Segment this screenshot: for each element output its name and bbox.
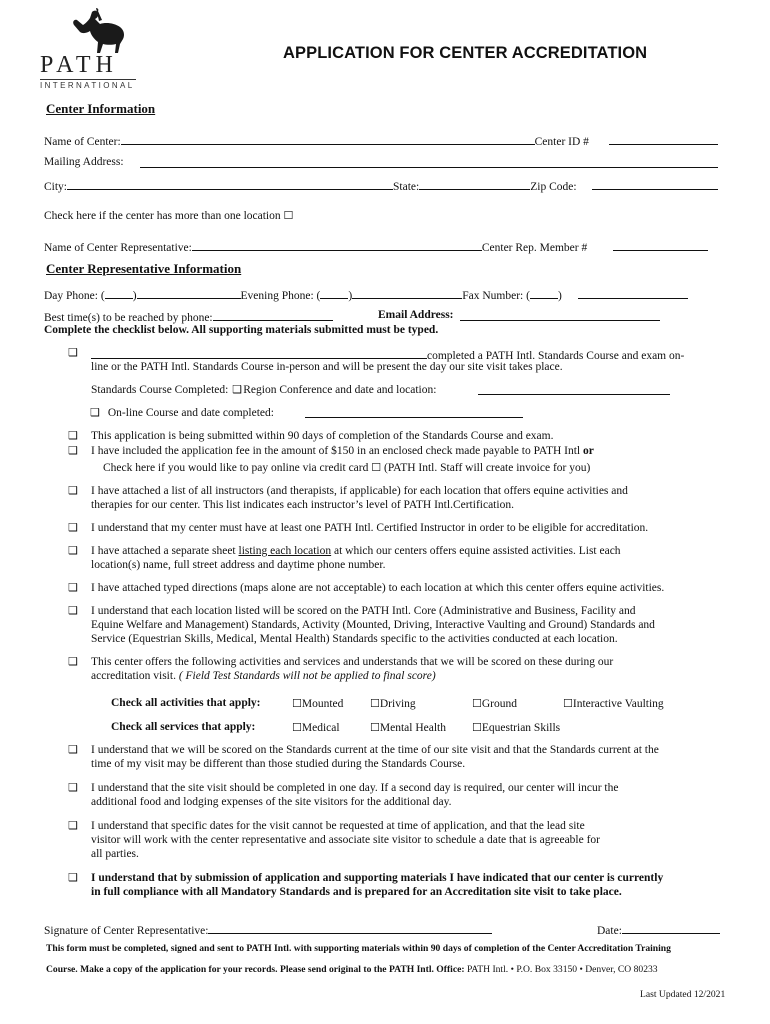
city-field[interactable] xyxy=(67,178,393,190)
location-sheet-text-a: I have attached a separate sheet xyxy=(91,545,236,557)
medical-label: Medical xyxy=(301,722,340,734)
rep-name-label: Name of Center Representative: xyxy=(44,242,192,254)
checkbox-standards-course[interactable]: ❑ xyxy=(68,346,78,359)
visit-dates-line1: I understand that specific dates for the visit cannot be requested at time of application, and that the lead site xyxy=(91,820,585,832)
last-updated: Last Updated 12/2021 xyxy=(640,989,726,1000)
day-phone-label: Day Phone: ( xyxy=(44,290,105,302)
checkbox-location-sheet[interactable]: ❑ xyxy=(68,544,78,557)
service-equestrian[interactable] xyxy=(472,721,560,734)
instructor-list-line1: I have attached a list of all instructors (and therapists, if applicable) for each location that offers equine activities and xyxy=(91,485,628,497)
activity-vaulting[interactable] xyxy=(563,697,664,710)
mailing-address-label: Mailing Address: xyxy=(44,156,124,168)
standards-current-line1: I understand that we will be scored on the Standards current at the time of our site visit and that the Standards current at the xyxy=(91,744,659,756)
location-sheet-text-b: at which our centers offers equine assisted activities. List each xyxy=(334,545,621,557)
zip-label: Zip Code: xyxy=(530,181,577,193)
standards-current-line2: time of my visit may be different than those studied during the Standards Course. xyxy=(91,758,466,770)
fax-area-field[interactable] xyxy=(530,287,558,299)
activities-services-text: accreditation visit. xyxy=(91,670,176,682)
email-label: Email Address: xyxy=(378,309,454,321)
city-label: City: xyxy=(44,181,68,193)
fax-paren: ) xyxy=(557,290,562,302)
instructor-list-line2: therapies for our center. This list indicates each instructor’s level of PATH Intl.Certification. xyxy=(91,499,514,511)
activities-services-line1: This center offers the following activities and services and understands that we will be scored on these during our xyxy=(91,656,614,668)
signature-label: Signature of Center Representative: xyxy=(44,925,209,937)
vaulting-checkbox[interactable]: ☐ xyxy=(563,697,573,710)
services-label: Check all services that apply: xyxy=(111,721,256,733)
best-time-label: Best time(s) to be reached by phone: xyxy=(44,312,213,324)
city-state-zip-row xyxy=(44,178,577,193)
footer-line2 xyxy=(46,964,658,975)
course-completed-row xyxy=(91,383,436,396)
scored-standards-line2: Equine Welfare and Management) Standards, Activity (Mounted, Driving, Interactive Vaulting and Ground) Standards and xyxy=(91,619,655,631)
compliance-line1: I understand that by submission of application and supporting materials I have indicated that our center is currently xyxy=(91,872,664,884)
field-test-note: ( Field Test Standards will not be applied to final score) xyxy=(178,670,436,682)
driving-label: Driving xyxy=(379,698,416,710)
region-conference-field[interactable] xyxy=(478,383,670,395)
checkbox-compliance[interactable]: ❑ xyxy=(68,871,78,884)
driving-checkbox[interactable]: ☐ xyxy=(370,697,380,710)
checkbox-one-day-visit[interactable]: ❑ xyxy=(68,781,78,794)
email-field[interactable] xyxy=(460,309,660,321)
checkbox-fee-included[interactable]: ❑ xyxy=(68,444,78,457)
activity-driving[interactable] xyxy=(370,697,416,710)
standards-course-line2: line or the PATH Intl. Standards Course in-person and will be present the day our site visit takes place. xyxy=(91,361,563,373)
rep-member-label: Center Rep. Member # xyxy=(481,242,588,254)
path-logo xyxy=(40,8,150,90)
mounted-checkbox[interactable]: ☐ xyxy=(292,697,302,710)
zip-field[interactable] xyxy=(592,178,718,190)
center-name-field[interactable] xyxy=(121,133,535,145)
mental-health-label: Mental Health xyxy=(379,722,446,734)
evening-phone-area-field[interactable] xyxy=(320,287,348,299)
evening-phone-label: Evening Phone: ( xyxy=(240,290,321,302)
online-course-field[interactable] xyxy=(305,406,523,418)
standards-course-text: completed a PATH Intl. Standards Course and exam on- xyxy=(427,350,685,362)
pay-online-note: (PATH Intl. Staff will create invoice for you) xyxy=(384,462,591,474)
one-day-visit-line1: I understand that the site visit should be completed in one day. If a second day is required, our center will incur the xyxy=(91,782,619,794)
scored-standards-line1: I understand that each location listed will be scored on the PATH Intl. Core (Administrative and Business, Facility and xyxy=(91,605,636,617)
checkbox-within-90-days[interactable]: ❑ xyxy=(68,429,78,442)
rep-name-row xyxy=(44,239,587,254)
state-field[interactable] xyxy=(419,178,530,190)
date-field[interactable] xyxy=(622,922,720,934)
day-phone-field[interactable] xyxy=(137,287,241,299)
center-name-label: Name of Center: xyxy=(44,136,121,148)
fee-included-text: I have included the application fee in the amount of $150 in an enclosed check made payable to PATH Intl xyxy=(91,445,581,457)
course-completed-label: Standards Course Completed: xyxy=(91,384,229,396)
center-name-row xyxy=(44,133,589,148)
location-sheet-underlined: listing each location xyxy=(238,545,332,557)
checkbox-typed-directions[interactable]: ❑ xyxy=(68,581,78,594)
equestrian-label: Equestrian Skills xyxy=(481,722,561,734)
multi-location-checkbox[interactable]: ☐ xyxy=(283,209,294,222)
footer-instructions: Course. Make a copy of the application for your records. Please send original to the PATH Intl. Office: xyxy=(46,964,465,975)
logo-rule xyxy=(40,79,136,80)
horse-rider-icon xyxy=(62,8,132,54)
mounted-label: Mounted xyxy=(301,698,344,710)
multi-location-label: Check here if the center has more than one location xyxy=(44,210,281,222)
checklist-instructions: Complete the checklist below. All supporting materials submitted must be typed. xyxy=(44,324,439,336)
footer-address: PATH Intl. • P.O. Box 33150 • Denver, CO 80233 xyxy=(466,964,658,975)
signature-field[interactable] xyxy=(208,922,492,934)
evening-phone-field[interactable] xyxy=(352,287,462,299)
best-time-row xyxy=(44,309,333,324)
online-course-label: On-line Course and date completed: xyxy=(107,407,274,419)
checkbox-online-course[interactable]: ❑ xyxy=(90,406,100,419)
activity-mounted[interactable] xyxy=(292,697,343,710)
ground-checkbox[interactable]: ☐ xyxy=(472,697,482,710)
medical-checkbox[interactable]: ☐ xyxy=(292,721,302,734)
rep-info-heading: Center Representative Information xyxy=(46,261,242,276)
rep-name-field[interactable] xyxy=(192,239,482,251)
typed-directions-text: I have attached typed directions (maps alone are not acceptable) to each location at which this center offers equine activities. xyxy=(91,582,665,594)
visit-dates-line2: visitor will work with the center representative and associate site visitor to schedule a date that is agreeable for xyxy=(91,834,601,846)
compliance-line2: in full compliance with all Mandatory Standards and is prepared for an Accreditation site visit to take place. xyxy=(91,886,622,898)
checkbox-scored-standards[interactable]: ❑ xyxy=(68,604,78,617)
pay-online-row xyxy=(103,461,590,474)
best-time-field[interactable] xyxy=(213,309,333,321)
region-conference-label: Region Conference and date and location: xyxy=(243,384,437,396)
activity-ground[interactable] xyxy=(472,697,517,710)
checkbox-standards-current[interactable]: ❑ xyxy=(68,743,78,756)
scored-standards-line3: Service (Equestrian Skills, Medical, Mental Health) Standards specific to the activities conducted at each location. xyxy=(91,633,618,645)
location-sheet-line2: location(s) name, full street address and daytime phone number. xyxy=(91,559,386,571)
equestrian-checkbox[interactable]: ☐ xyxy=(472,721,482,734)
mailing-address-field[interactable] xyxy=(140,156,718,168)
fax-field[interactable] xyxy=(578,287,688,299)
ground-label: Ground xyxy=(481,698,518,710)
service-mental-health[interactable] xyxy=(370,721,446,734)
pay-online-text: Check here if you would like to pay online via credit card xyxy=(103,462,369,474)
footer-line1: This form must be completed, signed and sent to PATH Intl. with supporting materials within 90 days of completion of the Center Accreditation Training xyxy=(46,943,671,954)
pay-online-checkbox[interactable]: ☐ xyxy=(371,461,382,474)
location-sheet-line1 xyxy=(91,545,621,557)
phone-row xyxy=(44,287,562,302)
checkbox-certified-instructor[interactable]: ❑ xyxy=(68,521,78,534)
checkbox-activities-services[interactable]: ❑ xyxy=(68,655,78,668)
activities-services-line2 xyxy=(91,670,436,682)
certified-instructor-text: I understand that my center must have at least one PATH Intl. Certified Instructor in order to be eligible for accreditation. xyxy=(91,522,649,534)
within-90-days-text: This application is being submitted within 90 days of completion of the Standards Course and exam. xyxy=(91,430,554,442)
page-title: APPLICATION FOR CENTER ACCREDITATION xyxy=(283,44,648,62)
day-phone-paren: ) xyxy=(132,290,137,302)
online-course-row xyxy=(89,406,274,419)
date-row xyxy=(597,922,720,937)
standards-course-name-field[interactable] xyxy=(91,347,427,359)
date-label: Date: xyxy=(597,925,622,937)
day-phone-area-field[interactable] xyxy=(105,287,133,299)
fee-included-row xyxy=(91,445,594,457)
standards-course-line1 xyxy=(91,347,684,362)
evening-phone-paren: ) xyxy=(348,290,353,302)
signature-row xyxy=(44,922,492,937)
checkbox-visit-dates[interactable]: ❑ xyxy=(68,819,78,832)
activities-label: Check all activities that apply: xyxy=(111,697,261,709)
multi-location-row xyxy=(44,209,293,222)
one-day-visit-line2: additional food and lodging expenses of the site visitors for the additional day. xyxy=(91,796,452,808)
center-info-heading: Center Information xyxy=(46,101,156,116)
center-id-label: Center ID # xyxy=(534,136,589,148)
mental-health-checkbox[interactable]: ☐ xyxy=(370,721,380,734)
checkbox-instructor-list[interactable]: ❑ xyxy=(68,484,78,497)
state-label: State: xyxy=(393,181,420,193)
logo-subtitle: INTERNATIONAL xyxy=(40,81,135,90)
fee-or-text: or xyxy=(583,445,594,457)
checkbox-region-conference[interactable]: ❑ xyxy=(232,383,243,396)
center-id-field[interactable] xyxy=(609,133,718,145)
visit-dates-line3: all parties. xyxy=(91,848,139,860)
mailing-address-row xyxy=(44,156,124,168)
service-medical[interactable] xyxy=(292,721,340,734)
vaulting-label: Interactive Vaulting xyxy=(572,698,664,710)
rep-member-field[interactable] xyxy=(613,239,708,251)
logo-name: PATH xyxy=(40,52,118,78)
fax-label: Fax Number: ( xyxy=(462,290,530,302)
